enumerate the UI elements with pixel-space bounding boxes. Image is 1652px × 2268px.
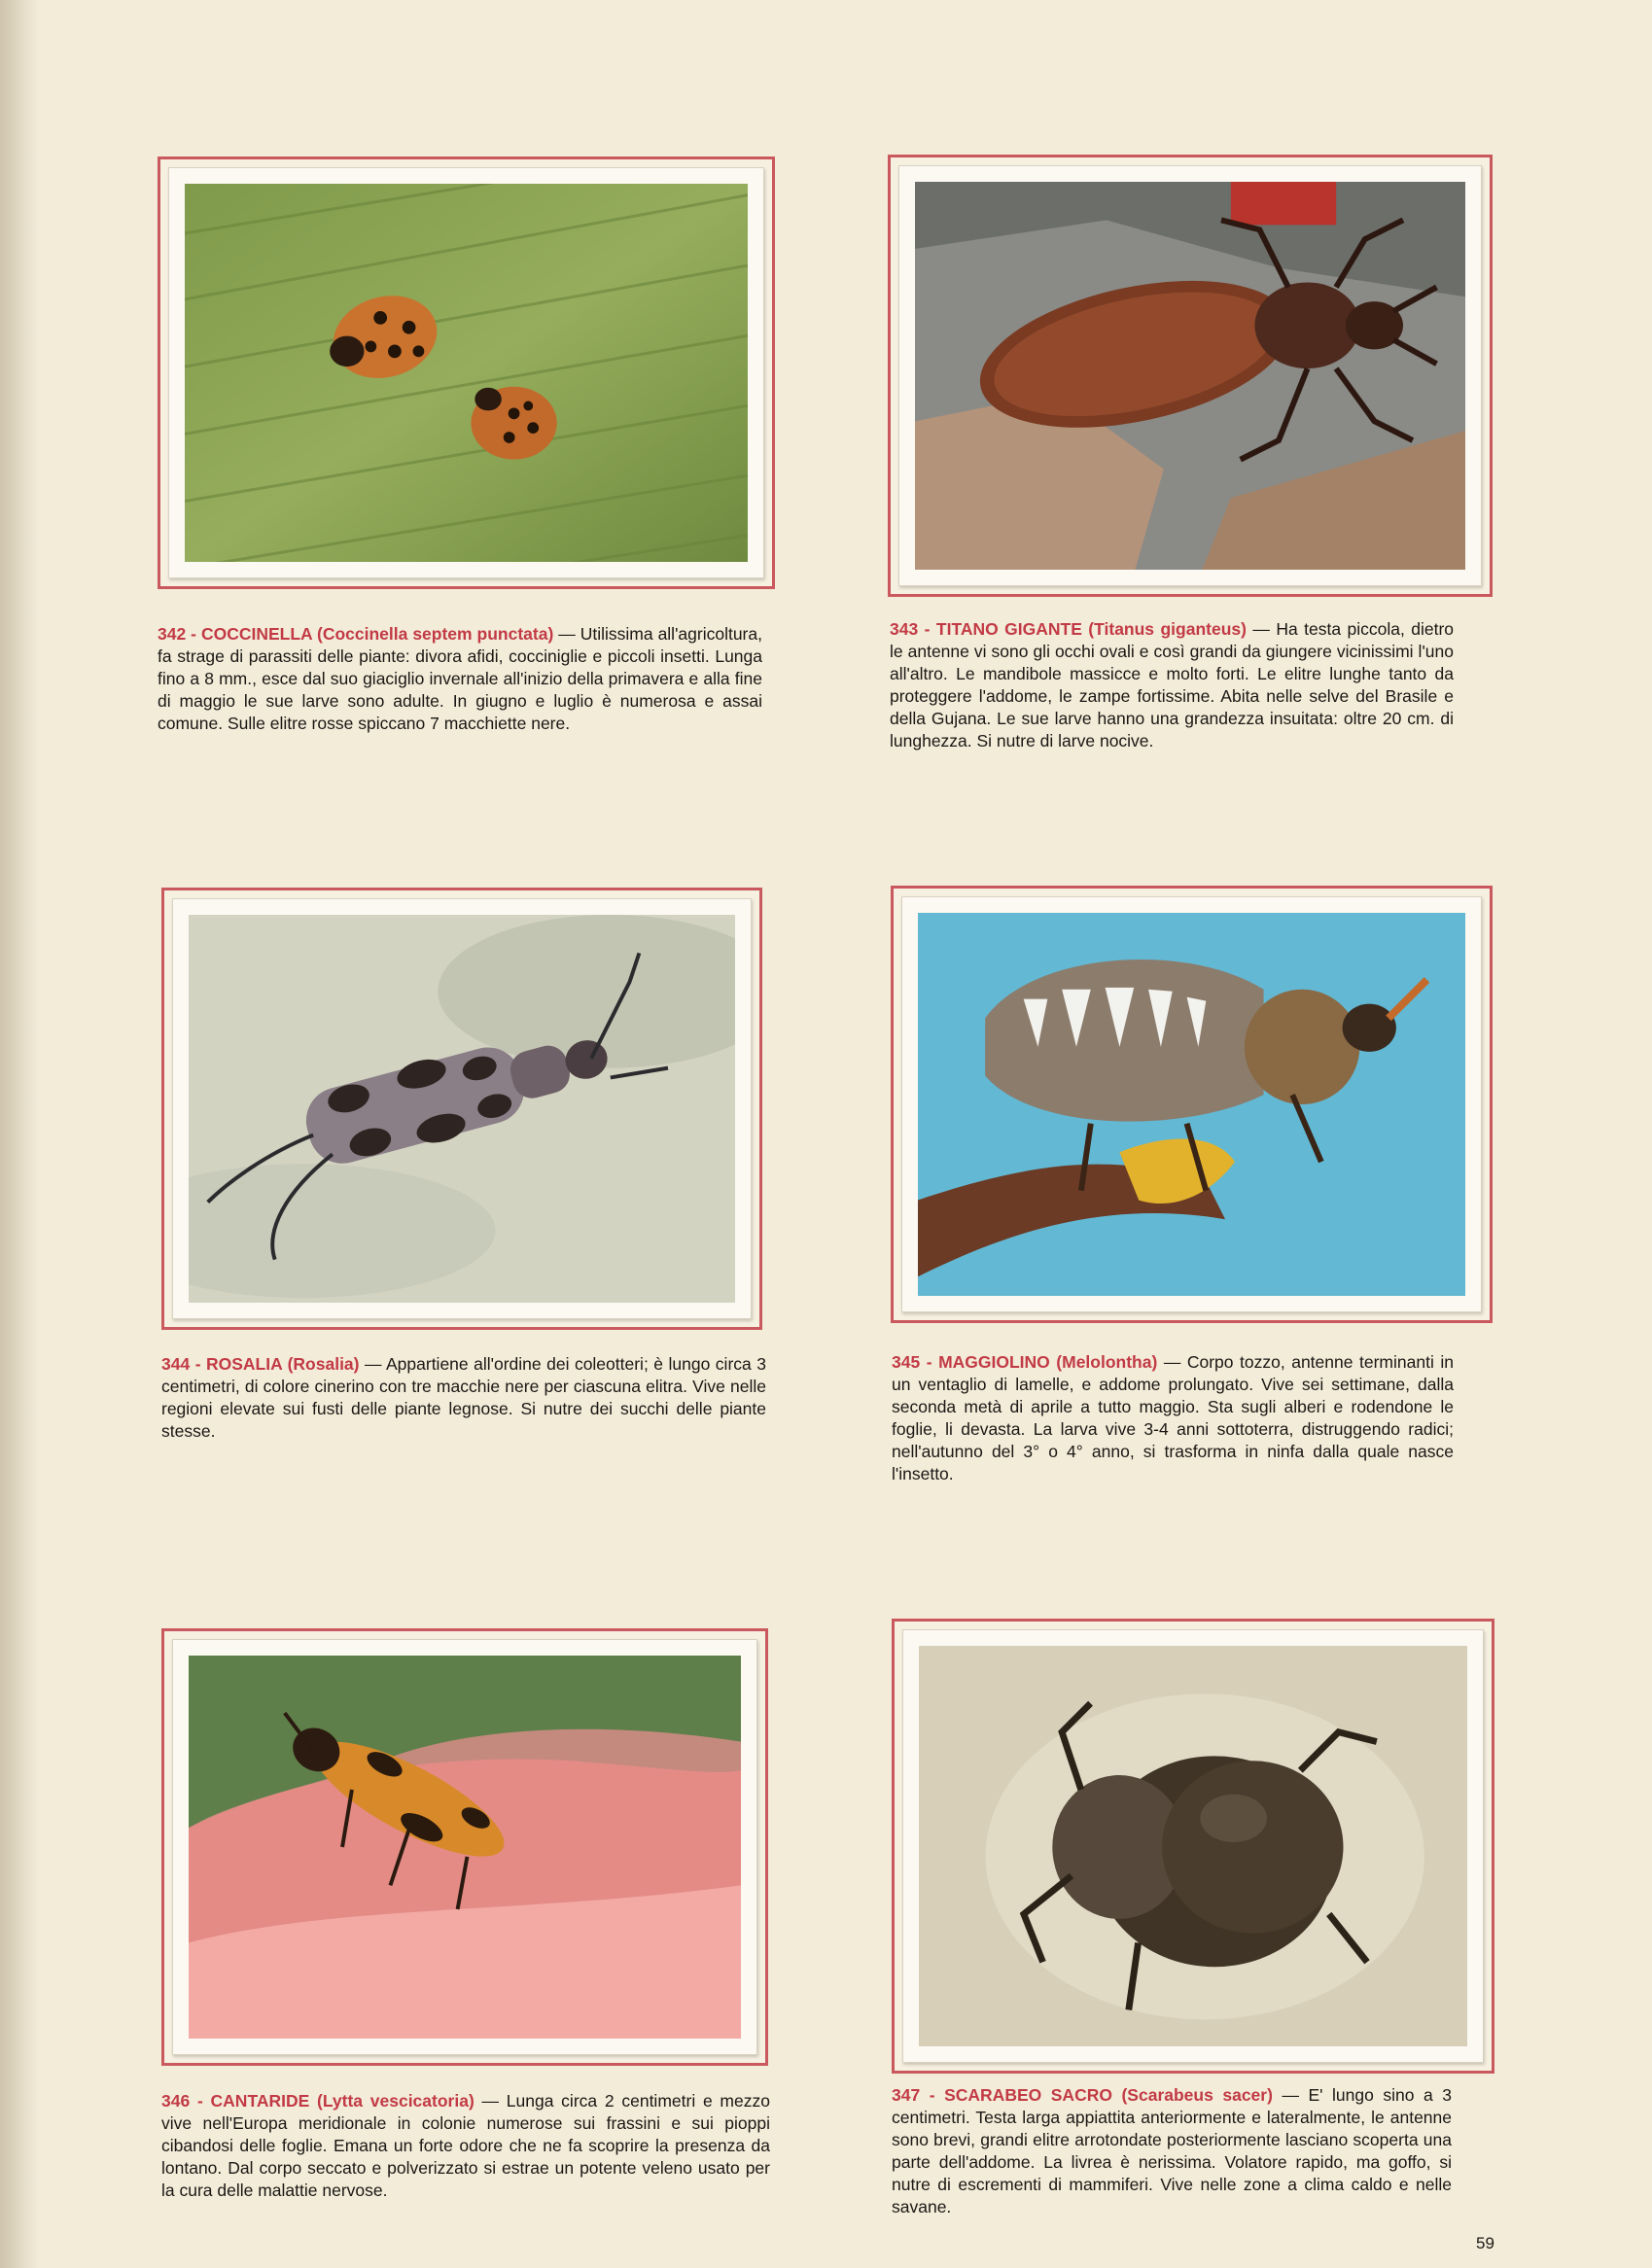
sticker-344	[172, 898, 752, 1319]
card-frame-346	[161, 1628, 768, 2066]
sticker-347	[902, 1629, 1484, 2063]
species-description: — Corpo tozzo, antenne terminanti in un ventaglio di lamelle, e addome prolungato. Vive sei settimane, dalla seconda metà di aprile a tutto maggio. Sta sugli alberi e rodendone le foglie, li devasta. La larva vive 3-4 anni sottoterra, distruggendo radici; nell'autunno del 3° o 4° anno, si trasforma in ninfa dalla quale nasce l'insetto.	[892, 1352, 1454, 1483]
card-frame-345	[891, 886, 1493, 1323]
species-name: - TITANO GIGANTE (Titanus giganteus)	[924, 619, 1247, 639]
sticker-342	[168, 167, 764, 578]
species-description: — Appartiene all'ordine dei coleotteri; è lungo circa 3 centimetri, di colore cinerino con tre macchie nere per ciascuna elitra. Vive nelle regioni elevate sui fusti delle piante legnose. Si nutre dei succhi delle piante stesse.	[161, 1354, 766, 1441]
caption-342	[158, 623, 762, 735]
species-description: — E' lungo sino a 3 centimetri. Testa larga appiattita anteriormente e lateralmente, le antenne sono brevi, grandi elitre arrotondate posteriormente lasciano scoperta una parte dell'addome. La livrea è nerissima. Volatore rapido, ma goffo, si nutre di escrementi di mammiferi. Vive nelle zone a clima caldo e nelle savane.	[892, 2085, 1452, 2216]
sticker-343	[898, 165, 1482, 586]
photo-ladybugs	[185, 184, 748, 562]
card-number: 344	[161, 1354, 191, 1374]
card-frame-344	[161, 888, 762, 1330]
photo-cockchafer	[918, 913, 1465, 1296]
caption-343	[890, 618, 1454, 752]
caption-344	[161, 1353, 766, 1443]
species-description: — Lunga circa 2 centimetri e mezzo vive nell'Europa meridionale in colonie numerose sui frassini e sui pioppi cibandosi delle foglie. Emana un forte odore che ne fa scoprire la presenza da lontano. Dal corpo seccato e polverizzato si estrae un potente veleno usato per la cura delle malattie nervose.	[161, 2091, 770, 2200]
species-description: — Utilissima all'agricoltura, fa strage di parassiti delle piante: divora afidi, cocciniglie e piccoli insetti. Lunga fino a 8 mm., esce dal suo giaciglio invernale all'inizio della primavera e alla fine di maggio le sue larve sono adulte. In giugno e luglio è numerosa e assai comune. Sulle elitre rosse spiccano 7 macchiette nere.	[158, 624, 762, 733]
species-description: — Ha testa piccola, dietro le antenne vi sono gli occhi ovali e così grandi da giungere vicinissimi l'uno all'altro. Le mandibole massicce e molto forti. Le elitre lunghe tanto da proteggere l'addome, le zampe fortissime. Abita nelle selve del Brasile e della Gujana. Le sue larve hanno una grandezza insuitata: oltre 20 cm. di lunghezza. Si nutre di larve nocive.	[890, 619, 1455, 750]
photo-sacred-scarab	[919, 1646, 1467, 2046]
card-number: 345	[892, 1352, 921, 1372]
species-name: - SCARABEO SACRO (Scarabeus sacer)	[929, 2085, 1273, 2105]
card-frame-347	[892, 1619, 1494, 2074]
species-name: - COCCINELLA (Coccinella septem punctata)	[191, 624, 554, 644]
caption-346	[161, 2090, 770, 2202]
species-name: - CANTARIDE (Lytta vescicatoria)	[196, 2091, 475, 2111]
card-number: 342	[158, 624, 187, 644]
caption-345	[892, 1351, 1454, 1485]
card-number: 343	[890, 619, 919, 639]
sticker-346	[172, 1639, 757, 2055]
page-number: 59	[1476, 2234, 1494, 2252]
species-name: - MAGGIOLINO (Melolontha)	[926, 1352, 1158, 1372]
photo-rosalia-beetle	[189, 915, 735, 1303]
sticker-345	[901, 896, 1482, 1312]
photo-titan-beetle	[915, 182, 1465, 570]
card-frame-342	[158, 157, 775, 589]
card-frame-343	[888, 155, 1493, 597]
photo-spanish-fly	[189, 1656, 741, 2039]
card-number: 346	[161, 2091, 191, 2111]
page-gutter-shadow	[0, 0, 39, 2268]
species-name: - ROSALIA (Rosalia)	[194, 1354, 360, 1374]
card-number: 347	[892, 2085, 921, 2105]
caption-347	[892, 2084, 1452, 2218]
